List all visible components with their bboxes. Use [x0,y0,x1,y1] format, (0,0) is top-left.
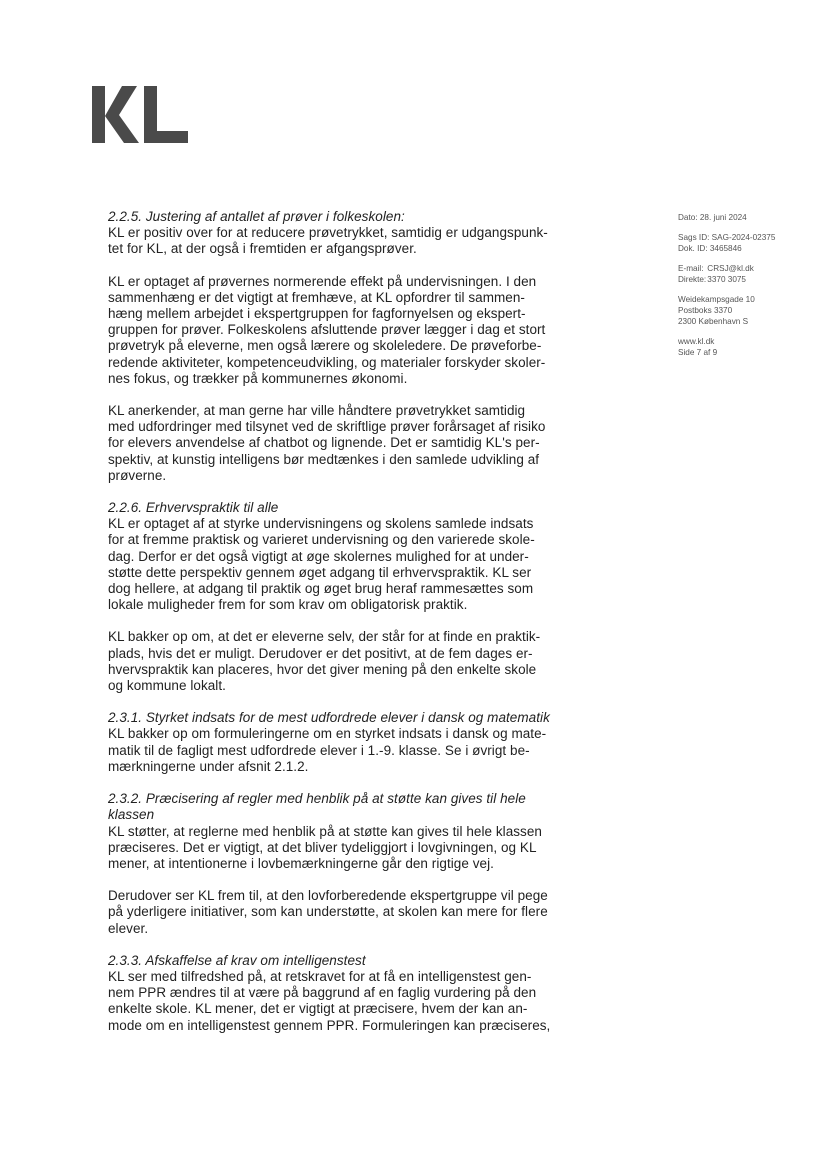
text-line: Derudover ser KL frem til, at den lovforberedende ekspertgruppe vil pege [108,888,548,904]
address-line: 2300 København S [678,317,749,326]
section-heading [108,953,568,969]
text-line: prøverne. [108,467,167,483]
text-line: KL bakker op om formuleringerne om en styrket indsats i dansk og mate- [108,726,547,742]
text-line: på yderligere initiativer, som kan understøtte, at skolen kan mere for flere [108,904,548,920]
section-heading [108,500,568,516]
email-row [678,263,808,274]
address-line: Weidekampsgade 10 [678,295,755,304]
text-line: spektiv, at kunstig intelligens bør medtænkes i den samlede udvikling af [108,451,540,467]
paragraph [108,403,568,484]
heading-line: 2.3.2. Præcisering af regler med henblik på at støtte kan gives til hele [108,791,526,807]
text-line: gruppen for prøver. Folkeskolens afsluttende prøver lægger i dag et stort [108,322,546,338]
text-line: sammenhæng er det vigtigt at fremhæve, at KL opfordrer til sammen- [108,289,525,305]
text-line: KL er optaget af at styrke undervisningens og skolens samlede indsats [108,516,534,532]
dok-id: Dok. ID: 3465846 [678,244,742,253]
paragraph [108,629,568,694]
paragraph [108,516,568,613]
heading-line: klassen [108,807,155,823]
text-line: prøvetryk på eleverne, men også lærere og skoleledere. De prøveforbe- [108,338,542,354]
email-value[interactable]: CRSJ@kl.dk [707,264,754,273]
direkte-row [678,274,808,285]
text-line: for elevers anvendelse af chatbot og lignende. Det er samtidig KL's per- [108,435,540,451]
text-line: præciseres. Det er vigtigt, at det bliver tydeliggjort i lovgivningen, og KL [108,839,537,855]
page-number: Side 7 af 9 [678,348,718,357]
website-link[interactable]: www.kl.dk [678,337,715,346]
text-line: KL er optaget af prøvernes normerende effekt på undervisningen. I den [108,273,537,289]
paragraph [108,274,568,387]
text-line: med udfordringer med tilsynet ved de skriftlige prøver forårsaget af risiko [108,419,546,435]
text-line: KL ser med tilfredshed på, at retskravet for at få en intelligenstest gen- [108,968,532,984]
text-line: dag. Derfor er det også vigtigt at øge skolernes mulighed for at under- [108,548,529,564]
section-heading [108,791,568,823]
text-line: KL er positiv over for at reducere prøvetrykket, samtidig er udgangspunk- [108,225,548,241]
text-line: hæng mellem arbejdet i ekspertgruppen for fagfornyelsen og ekspert- [108,306,526,322]
section-heading [108,209,568,225]
sags-id: Sags ID: SAG-2024-02375 [678,233,776,242]
section [108,500,568,694]
text-line: KL støtter, at reglerne med henblik på at støtte kan gives til hele klassen [108,823,542,839]
section [108,791,568,937]
paragraph [108,824,568,873]
section-heading [108,710,568,726]
paragraph [108,225,568,257]
text-line: enkelte skole. KL mener, det er vigtigt at præcisere, hvem der kan an- [108,1001,528,1017]
text-line: lokale muligheder frem for som krav om obligatorisk praktik. [108,597,468,613]
section [108,710,568,775]
heading-line: 2.2.6. Erhvervspraktik til alle [108,500,279,516]
text-line: hvervspraktik kan placeres, hvor det giver mening på den enkelte skole [108,661,537,677]
text-line: nes fokus, og trækker på kommunernes økonomi. [108,370,408,386]
direkte-label: Direkte: [678,275,707,284]
text-line: redende aktiviteter, kompetenceudvikling, og materialer forskyder skoler- [108,354,546,370]
paragraph [108,888,568,937]
text-line: for at fremme praktisk og varieret undervisning og den varierede skole- [108,532,535,548]
heading-line: 2.3.3. Afskaffelse af krav om intelligenstest [108,952,366,968]
paragraph [108,969,568,1034]
text-line: matik til de fagligt mest udfordrede elever i 1.-9. klasse. Se i øvrigt be- [108,742,530,758]
text-line: mode om en intelligenstest gennem PPR. Formuleringen kan præciseres, [108,1017,551,1033]
heading-line: 2.2.5. Justering af antallet af prøver i folkeskolen: [108,209,405,224]
text-line: mener, at intentionerne i lovbemærkningerne går den rigtige vej. [108,855,494,871]
section [108,953,568,1034]
text-line: tet for KL, at der også i fremtiden er afgangsprøver. [108,241,417,257]
heading-line: 2.3.1. Styrket indsats for de mest udfordrede elever i dansk og matematik [108,710,550,726]
section [108,209,568,484]
direkte-value: 3370 3075 [707,275,746,284]
address-line: Postboks 3370 [678,306,733,315]
text-line: støtte dette perspektiv gennem øget adgang til erhvervspraktik. KL ser [108,564,532,580]
text-line: elever. [108,920,149,936]
email-label: E-mail: [678,264,704,273]
text-line: plads, hvis det er muligt. Derudover er det positivt, at de fem dages er- [108,645,533,661]
date: Dato: 28. juni 2024 [678,213,747,222]
text-line: KL anerkender, at man gerne har ville håndtere prøvetrykket samtidig [108,403,526,419]
document-metadata [678,212,808,367]
kl-logo [92,86,192,146]
text-line: KL bakker op om, at det er eleverne selv, der står for at finde en praktik- [108,629,541,645]
text-line: mærkningerne under afsnit 2.1.2. [108,758,309,774]
text-line: dog hellere, at adgang til praktik og øget brug heraf rammesættes som [108,581,534,597]
document-body [108,209,568,1050]
text-line: og kommune lokalt. [108,678,226,694]
paragraph [108,726,568,775]
text-line: nem PPR ændres til at være på baggrund af en faglig vurdering på den [108,985,537,1001]
